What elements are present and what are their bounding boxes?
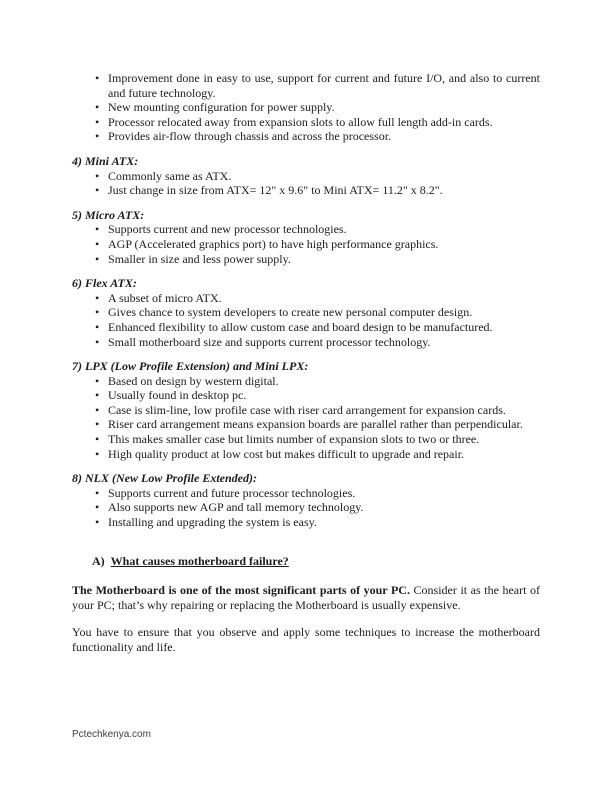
bullet-item: • AGP (Accelerated graphics port) to have high performance graphics. xyxy=(108,237,540,252)
bullet-item: • Commonly same as ATX. xyxy=(108,169,540,184)
section-micro-atx xyxy=(72,208,540,266)
question-heading xyxy=(92,554,540,569)
bullet-item: • Improvement done in easy to use, support for current and future I/O, and also to current and future technology. xyxy=(108,71,540,100)
bullet-item: • Case is slim-line, low profile case with riser card arrangement for expansion cards. xyxy=(108,403,540,418)
section-heading: 5) Micro ATX: xyxy=(72,207,145,222)
bullet-item: • Based on design by western digital. xyxy=(108,374,540,389)
paragraph-text: You have to ensure that you observe and apply some techniques to increase the motherboard functionality and life. xyxy=(72,625,540,654)
section-mini-atx xyxy=(72,154,540,198)
bullet-item: • Usually found in desktop pc. xyxy=(108,388,540,403)
section-heading: 8) NLX (New Low Profile Extended): xyxy=(72,471,257,486)
bullet-item: • Gives chance to system developers to create new personal computer design. xyxy=(108,305,540,320)
paragraph-bold-lead: The Motherboard is one of the most significant parts of your PC. xyxy=(72,583,410,598)
section-heading: 7) LPX (Low Profile Extension) and Mini LPX: xyxy=(72,359,309,374)
bullet-item: • Riser card arrangement means expansion boards are parallel rather than perpendicular. xyxy=(108,417,540,432)
bullet-item: • Supports current and future processor technologies. xyxy=(108,486,540,501)
intro-bullet-list xyxy=(72,71,540,144)
bullet-item: • Just change in size from ATX= 12" x 9.6" to Mini ATX= 11.2" x 8.2". xyxy=(108,183,540,198)
page-footer: Pctechkenya.com xyxy=(72,729,151,740)
paragraph-techniques xyxy=(72,625,540,654)
bullet-item: • A subset of micro ATX. xyxy=(108,291,540,306)
bullet-item: • Smaller in size and less power supply. xyxy=(108,252,540,267)
bullet-item: • Also supports new AGP and tall memory technology. xyxy=(108,500,540,515)
question-label: A) xyxy=(92,553,105,568)
paragraph-text: Consider it as the heart of your PC; that’s why repairing or replacing the Motherboard is usually expensive. xyxy=(72,583,541,612)
section-bullet-list xyxy=(72,374,540,462)
question-text: What causes motherboard failure? xyxy=(110,553,289,568)
bullet-item: • New mounting configuration for power supply. xyxy=(108,100,540,115)
section-bullet-list xyxy=(72,486,540,530)
bullet-item: • This makes smaller case but limits number of expansion slots to two or three. xyxy=(108,432,540,447)
bullet-item: • Small motherboard size and supports current processor technology. xyxy=(108,335,540,350)
section-bullet-list xyxy=(72,291,540,349)
section-heading: 6) Flex ATX: xyxy=(72,276,137,291)
section-flex-atx xyxy=(72,276,540,349)
section-bullet-list xyxy=(72,169,540,198)
bullet-item: • Installing and upgrading the system is easy. xyxy=(108,515,540,530)
document-content xyxy=(72,71,540,655)
bullet-item: • Provides air-flow through chassis and across the processor. xyxy=(108,129,540,144)
bullet-item: • Supports current and new processor technologies. xyxy=(108,222,540,237)
bullet-item: • Processor relocated away from expansion slots to allow full length add-in cards. xyxy=(108,115,540,130)
section-bullet-list xyxy=(72,222,540,266)
section-nlx xyxy=(72,471,540,529)
bullet-item: • High quality product at low cost but makes difficult to upgrade and repair. xyxy=(108,447,540,462)
bullet-item: • Enhanced flexibility to allow custom case and board design to be manufactured. xyxy=(108,320,540,335)
section-lpx xyxy=(72,359,540,461)
paragraph-motherboard-significance xyxy=(72,583,540,612)
section-heading: 4) Mini ATX: xyxy=(72,153,139,168)
